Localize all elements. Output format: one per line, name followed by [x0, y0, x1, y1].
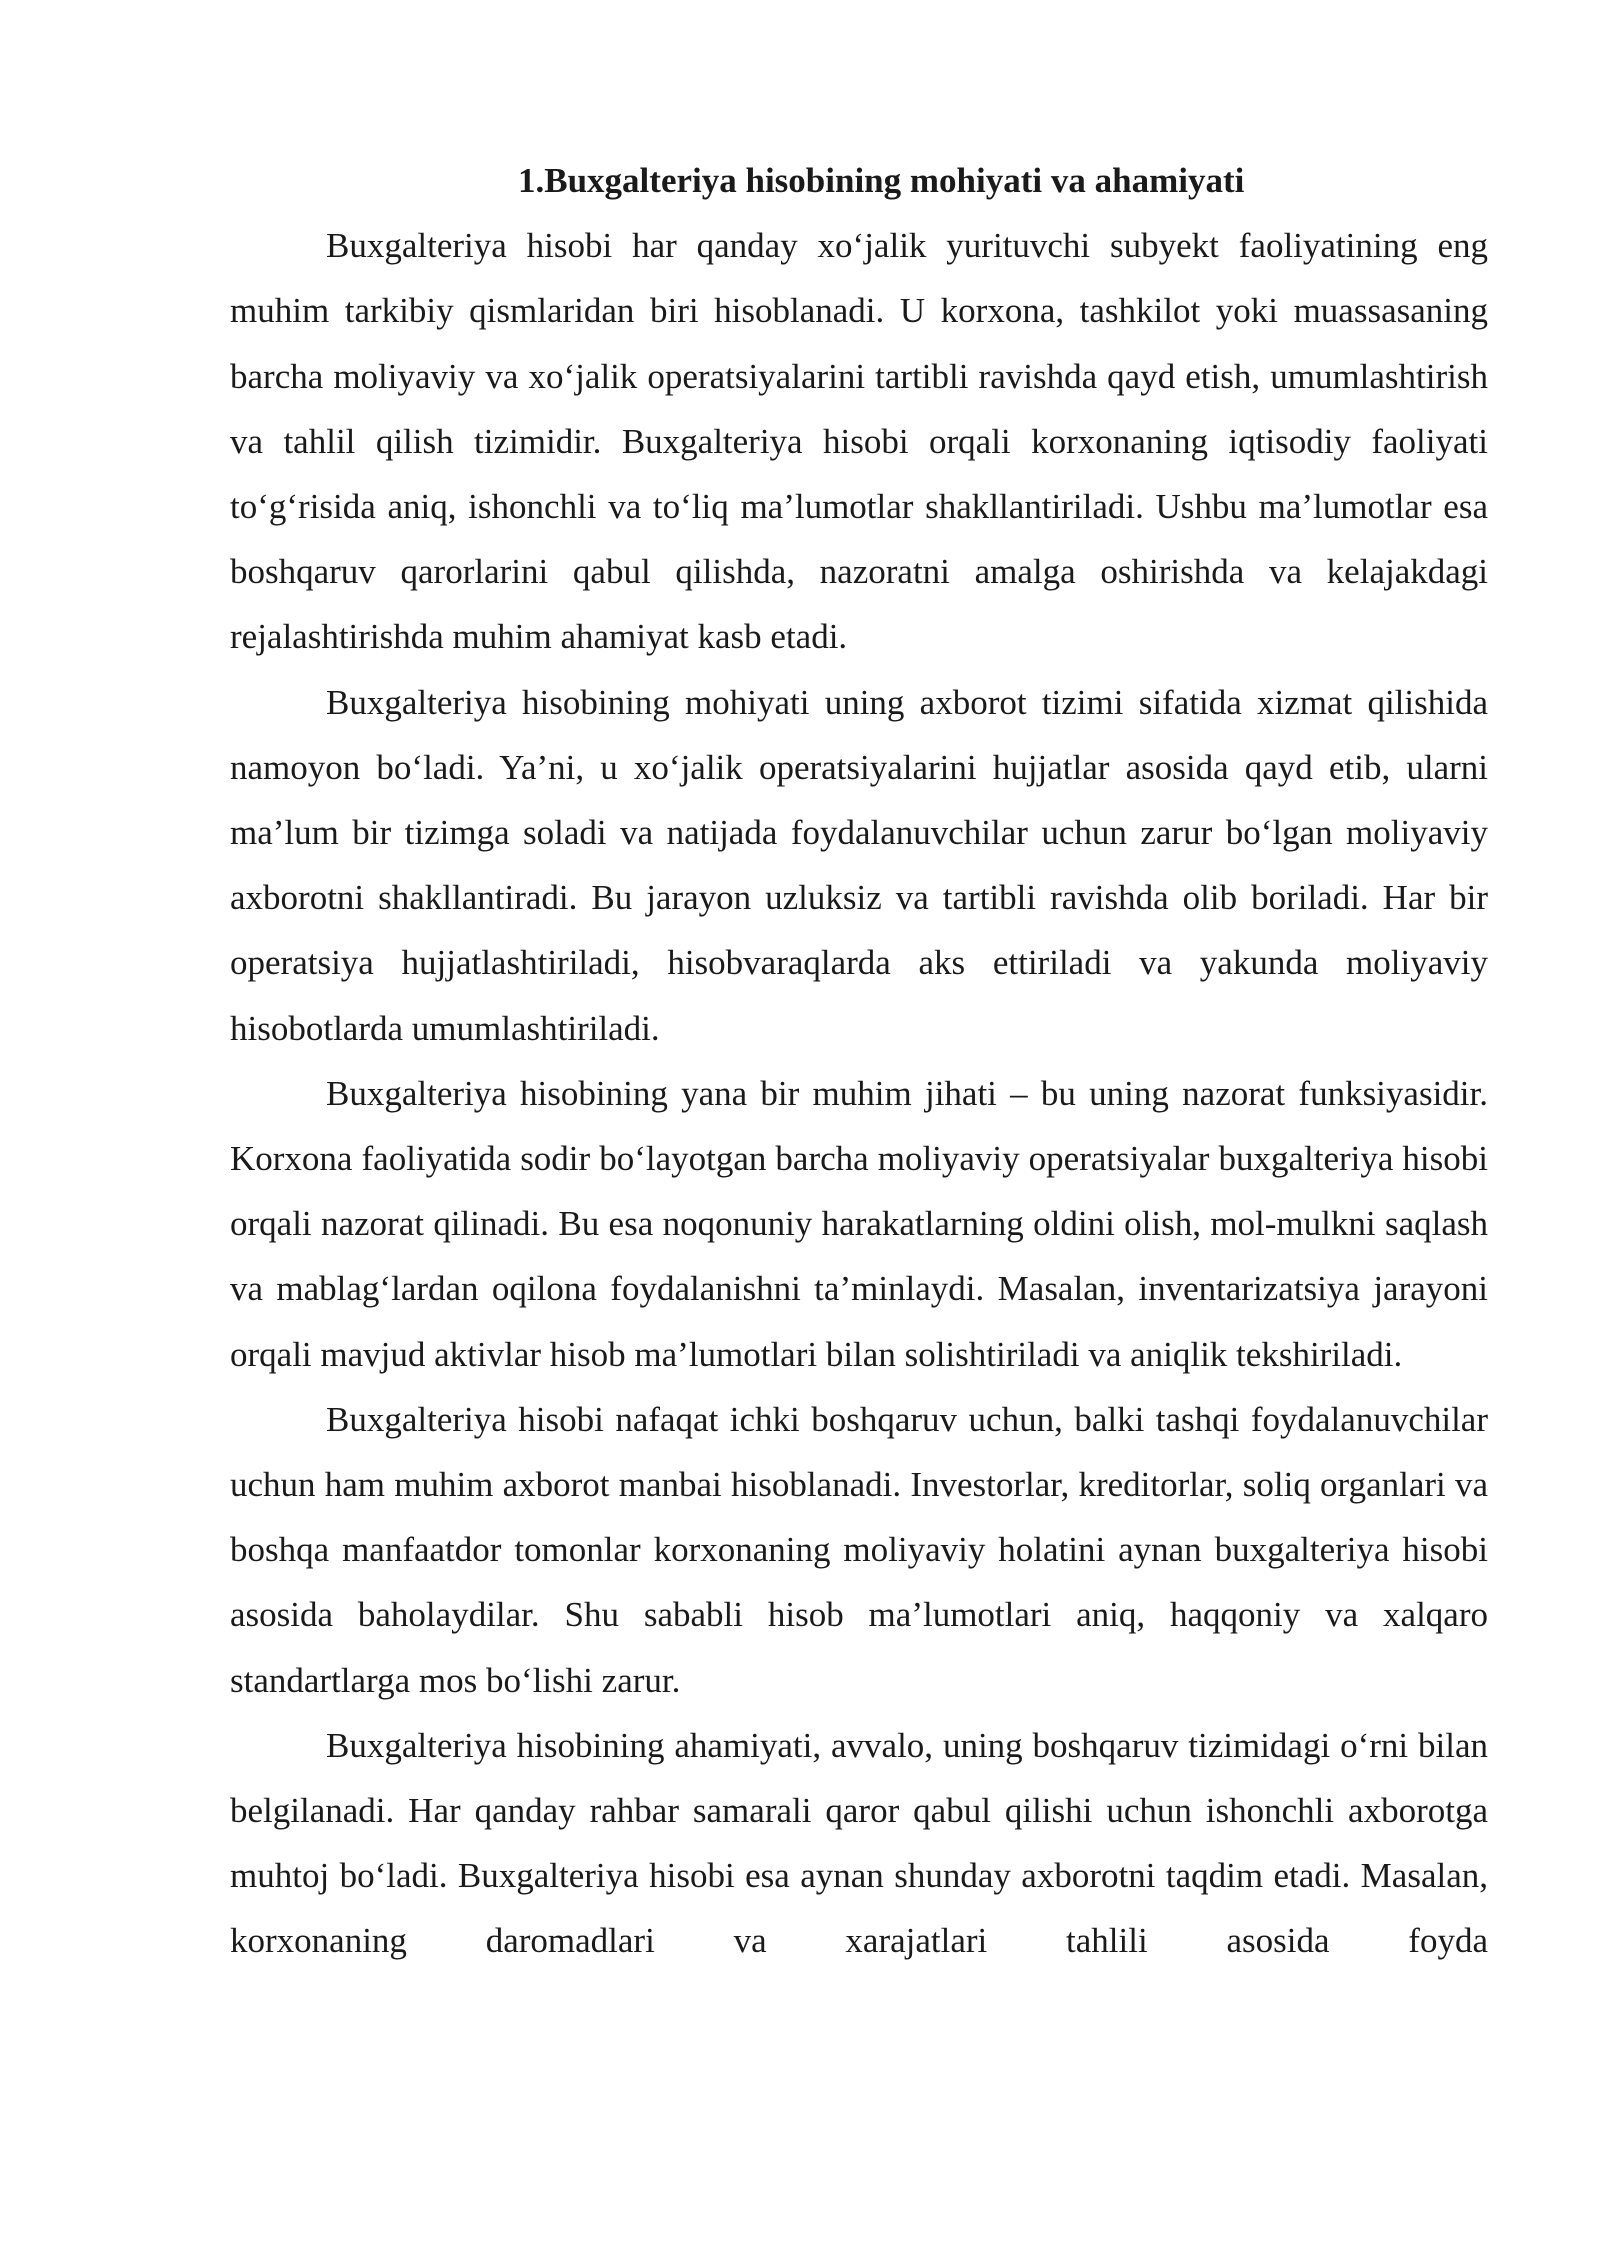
paragraph-4: Buxgalteriya hisobi nafaqat ichki boshqaruv uchun, balki tashqi foydalanuvchilar uchun ham muhim axborot manbai hisoblanadi. Investorlar, kreditorlar, soliq organlari va boshqa manfaatdor tomonlar korxonaning moliyaviy holatini aynan buxgalteriya hisobi asosida baholaydilar. Shu sababli hisob ma’lumotlari aniq, haqqoniy va xalqaro standartlarga mos bo‘lishi zarur. — [230, 1399, 1488, 1700]
paragraph-3: Buxgalteriya hisobining yana bir muhim jihati – bu uning nazorat funksiyasidir. Korxona faoliyatida sodir bo‘layotgan barcha moliyaviy operatsiyalar buxgalteriya hisobi orqali nazorat qilinadi. Bu esa noqonuniy harakatlarning oldini olish, mol-mulkni saqlash va mablag‘lardan oqilona foydalanishni ta’minlaydi. Masalan, inventarizatsiya jarayoni orqali mavjud aktivlar hisob ma’lumotlari bilan solishtiriladi va aniqlik tekshiriladi. — [230, 1073, 1488, 1374]
paragraph-2: Buxgalteriya hisobining mohiyati uning axborot tizimi sifatida xizmat qilishida namoyon bo‘ladi. Ya’ni, u xo‘jalik operatsiyalarini hujjatlar asosida qayd etib, ularni ma’lum bir tizimga soladi va natijada foydalanuvchilar uchun zarur bo‘lgan moliyaviy axborotni shakllantiradi. Bu jarayon uzluksiz va tartibli ravishda olib boriladi. Har bir operatsiya hujjatlashtiriladi, hisobvaraqlarda aks ettiriladi va yakunda moliyaviy hisobotlarda umumlashtiriladi. — [230, 682, 1488, 1048]
paragraph-1: Buxgalteriya hisobi har qanday xo‘jalik yurituvchi subyekt faoliyatining eng muhim tarkibiy qismlaridan biri hisoblanadi. U korxona, tashkilot yoki muassasaning barcha moliyaviy va xo‘jalik operatsiyalarini tartibli ravishda qayd etish, umumlashtirish va tahlil qilish tizimidir. Buxgalteriya hisobi orqali korxonaning iqtisodiy faoliyati to‘g‘risida aniq, ishonchli va to‘liq ma’lumotlar shakllantiriladi. Ushbu ma’lumotlar esa boshqaruv qarorlarini qabul qilishda, nazoratni amalga oshirishda va kelajakdagi rejalashtirishda muhim ahamiyat kasb etadi. — [230, 226, 1488, 657]
section-title: 1.Buxgalteriya hisobining mohiyati va ahamiyati — [518, 161, 1245, 200]
paragraph-5: Buxgalteriya hisobining ahamiyati, avvalo, uning boshqaruv tizimidagi o‘rni bilan belgilanadi. Har qanday rahbar samarali qaror qabul qilishi uchun ishonchli axborotga muhtoj bo‘ladi. Buxgalteriya hisobi esa aynan shunday axborotni taqdim etadi. Masalan, korxonaning daromadlari va xarajatlari tahlili asosida foyda — [230, 1725, 1488, 1961]
document-page — [230, 148, 1488, 1974]
